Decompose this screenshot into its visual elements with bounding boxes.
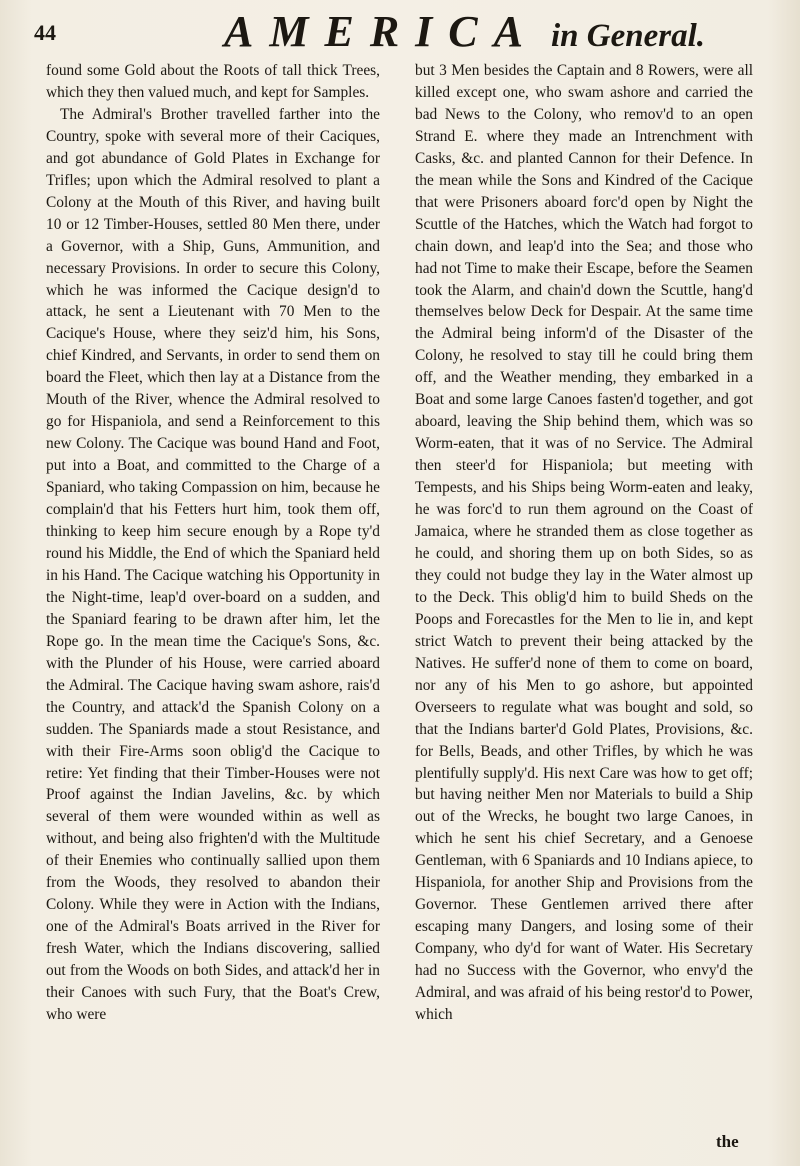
running-title-main: AMERICA bbox=[224, 7, 539, 56]
left-text-column bbox=[46, 60, 380, 1160]
page-number: 44 bbox=[34, 20, 56, 45]
right-paragraph-1: but 3 Men besides the Captain and 8 Rowers, were all killed except one, who swam ashore and carried the bad News to the Colony, who remov'd to an open Strand E. where they made an Intrenchment with Casks, &c. and planted Cannon for their Defence. In the mean while the Sons and Kindred of the Cacique that were Prisoners aboard forc'd open by Night the Scuttle of the Hatches, which the Watch had forgot to chain down, and leap'd into the Sea; and those who had not Time to make their Escape, before the Seamen took the Alarm, and chain'd down the Scuttle, hang'd themselves below Deck for Despair. At the same time the Admiral being inform'd of the Disaster of the Colony, he resolved to stay till he could bring them off, and the Weather mending, they embarked in a Boat and some large Canoes fasten'd together, and got aboard, leaving the Ship behind them, which was so Worm-eaten, that it was of no Service. The Admiral then steer'd for Hispaniola; but meeting with Tempests, and his Ships being Worm-eaten and leaky, he was forc'd to run them aground on the Coast of Jamaica, where he stranded them as close together as he could, and shoring them up on both Sides, so as they could not budge they lay in the Water almost up to the Deck. This oblig'd him to build Sheds on the Poops and Forecastles for the Men to lie in, and kept strict Watch to prevent their being attacked by the Natives. He suffer'd none of them to come on board, nor any of his Men to go ashore, but appointed Overseers to regulate what was bought and sold, so that the Indians barter'd Gold Plates, Provisions, &c. for Bells, Beads, and other Trifles, by which he was plentifully supply'd. His next Care was how to get off; but having neither Men nor Materials to build a Ship out of the Wrecks, he bought two large Canoes, in which he sent his chief Secretary, and a Genoese Gentleman, with 6 Spaniards and 10 Indians apiece, to Hispaniola, for another Ship and Provisions from the Governor. These Gentlemen arrived there after escaping many Dangers, and losing some of their Company, who dy'd for want of Water. His Secretary had no Success with the Governor, who envy'd the Admiral, and was afraid of his being restor'd to Power, which bbox=[415, 62, 753, 1023]
running-title bbox=[224, 6, 705, 57]
left-paragraph-1: found some Gold about the Roots of tall thick Trees, which they then valued much, and kept for Samples. bbox=[46, 62, 380, 101]
left-paragraph-2: The Admiral's Brother travelled farther into the Country, spoke with several more of their Caciques, and got abundance of Gold Plates in Exchange for Trifles; upon which the Admiral resolved to plant a Colony at the Mouth of this River, and having built 10 or 12 Timber-Houses, settled 80 Men there, under a Governor, with a Ship, Guns, Ammunition, and necessary Provisions. In order to secure this Colony, which he was informed the Cacique design'd to attack, he sent a Lieutenant with 70 Men to the Cacique's House, where they seiz'd him, his Sons, chief Kindred, and Servants, in order to send them on board the Fleet, which then lay at a Distance from the Mouth of the River, whence the Admiral resolved to go for Hispaniola, and send a Reinforcement to this new Colony. The Cacique was bound Hand and Foot, put into a Boat, and committed to the Charge of a Spaniard, who taking Compassion on him, because he complain'd that his Fetters hurt him, took them off, thinking to keep him secure enough by a Rope ty'd round his Middle, the End of which the Spaniard held in his Hand. The Cacique watching his Opportunity in the Night-time, leap'd over-board on a sudden, and the Spaniard fearing to be drawn after him, let the Rope go. In the mean time the Cacique's Sons, &c. with the Plunder of his House, were carried aboard the Admiral. The Cacique having swam ashore, rais'd the Country, and attack'd the Spanish Colony on a sudden. The Spaniards made a stout Resistance, and with their Fire-Arms soon oblig'd the Cacique to retire: Yet finding that their Timber-Houses were not Proof against the Indian Javelins, &c. by which several of them were wounded within as well as without, and being also frighten'd with the Multitude of their Enemies who continually sallied upon them from the Woods, they resolved to abandon their Colony. While they were in Action with the Indians, one of the Admiral's Boats arrived in the River for fresh Water, which the Indians discovering, sallied out from the Woods on both Sides, and attack'd her in their Canoes with such Fury, that the Boat's Crew, who were bbox=[46, 105, 380, 1023]
running-title-sub: in General. bbox=[550, 18, 705, 54]
catchword: the bbox=[716, 1132, 739, 1151]
page-header bbox=[34, 6, 774, 58]
right-text-column bbox=[415, 60, 753, 1160]
